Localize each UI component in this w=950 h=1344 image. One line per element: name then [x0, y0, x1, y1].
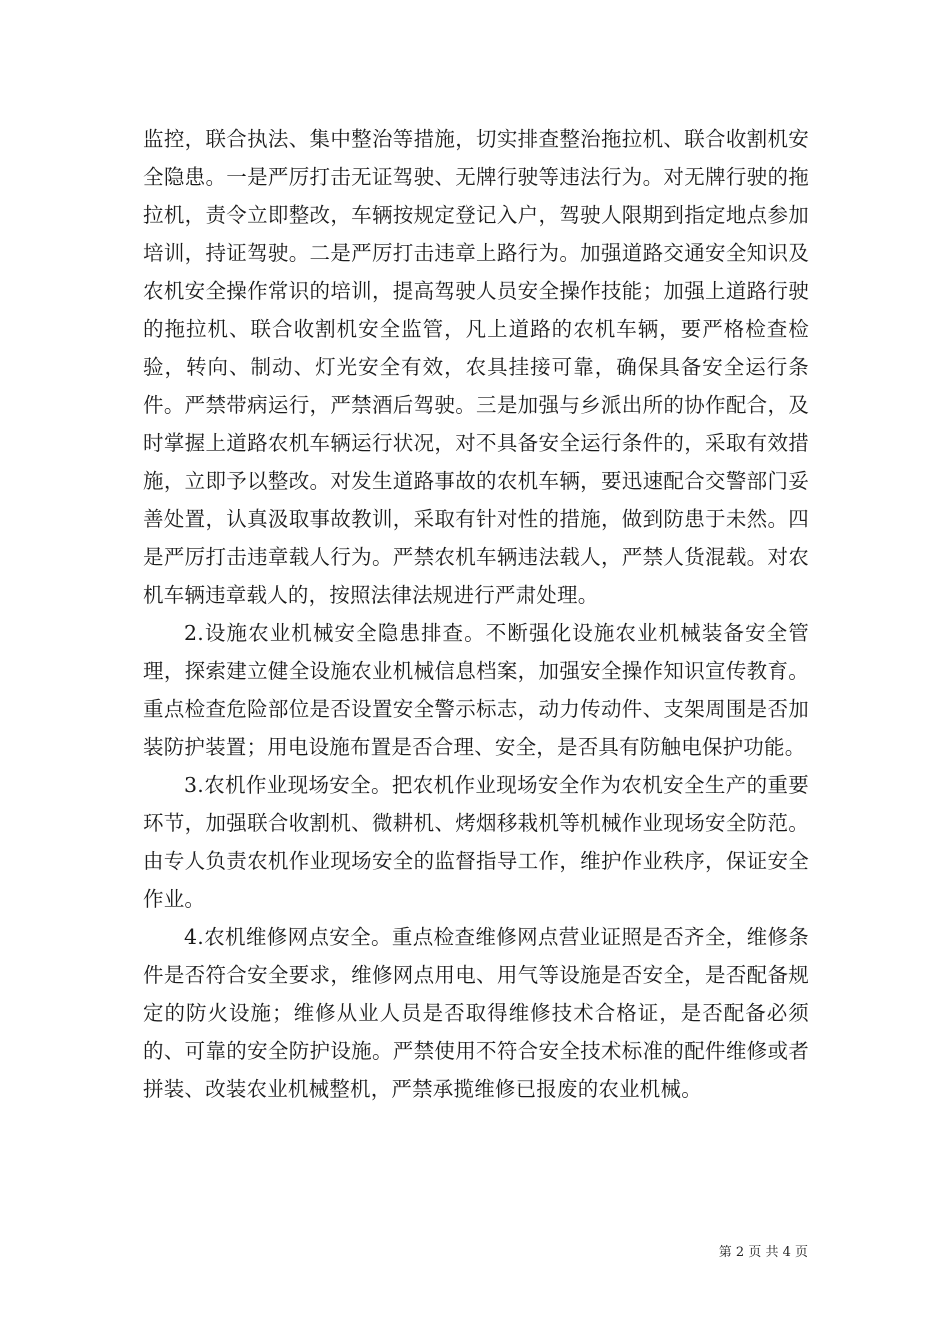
paragraph-item-4: 4.农机维修网点安全。重点检查维修网点营业证照是否齐全，维修条件是否符合安全要求，维修网点用电、用气等设施是否安全，是否配备规定的防火设施；维修从业人员是否取得维修技术合格证，是否配备必须的、可靠的安全防护设施。严禁使用不符合安全技术标准的配件维修或者拼装、改装农业机械整机，严禁承揽维修已报废的农业机械。 [143, 925, 809, 1101]
page-number-footer: 第 2 页 共 4 页 [718, 1245, 808, 1260]
paragraph-continuation: 监控，联合执法、集中整治等措施，切实排查整治拖拉机、联合收割机安全隐患。一是严厉打击无证驾驶、无牌行驶等违法行为。对无牌行驶的拖拉机，责令立即整改，车辆按规定登记入户，驾驶人限期到指定地点参加培训，持证驾驶。二是严厉打击违章上路行为。加强道路交通安全知识及农机安全操作常识的培训，提高驾驶人员安全操作技能；加强上道路行驶的拖拉机、联合收割机安全监管，凡上道路的农机车辆，要严格检查检验，转向、制动、灯光安全有效，农具挂接可靠，确保具备安全运行条件。严禁带病运行，严禁酒后驾驶。三是加强与乡派出所的协作配合，及时掌握上道路农机车辆运行状况，对不具备安全运行条件的，采取有效措施，立即予以整改。对发生道路事故的农机车辆，要迅速配合交警部门妥善处置，认真汲取事故教训，采取有针对性的措施，做到防患于未然。四是严厉打击违章载人行为。严禁农机车辆违法载人，严禁人货混载。对农机车辆违章载人的，按照法律法规进行严肃处理。 [143, 127, 809, 607]
paragraph-item-2: 2.设施农业机械安全隐患排查。不断强化设施农业机械装备安全管理，探索建立健全设施农业机械信息档案，加强安全操作知识宣传教育。重点检查危险部位是否设置安全警示标志，动力传动件、支架周围是否加装防护装置；用电设施布置是否合理、安全，是否具有防触电保护功能。 [143, 621, 809, 759]
document-body [143, 120, 809, 1108]
paragraph-item-3: 3.农机作业现场安全。把农机作业现场安全作为农机安全生产的重要环节，加强联合收割机、微耕机、烤烟移栽机等机械作业现场安全防范。由专人负责农机作业现场安全的监督指导工作，维护作业秩序，保证安全作业。 [143, 773, 809, 911]
